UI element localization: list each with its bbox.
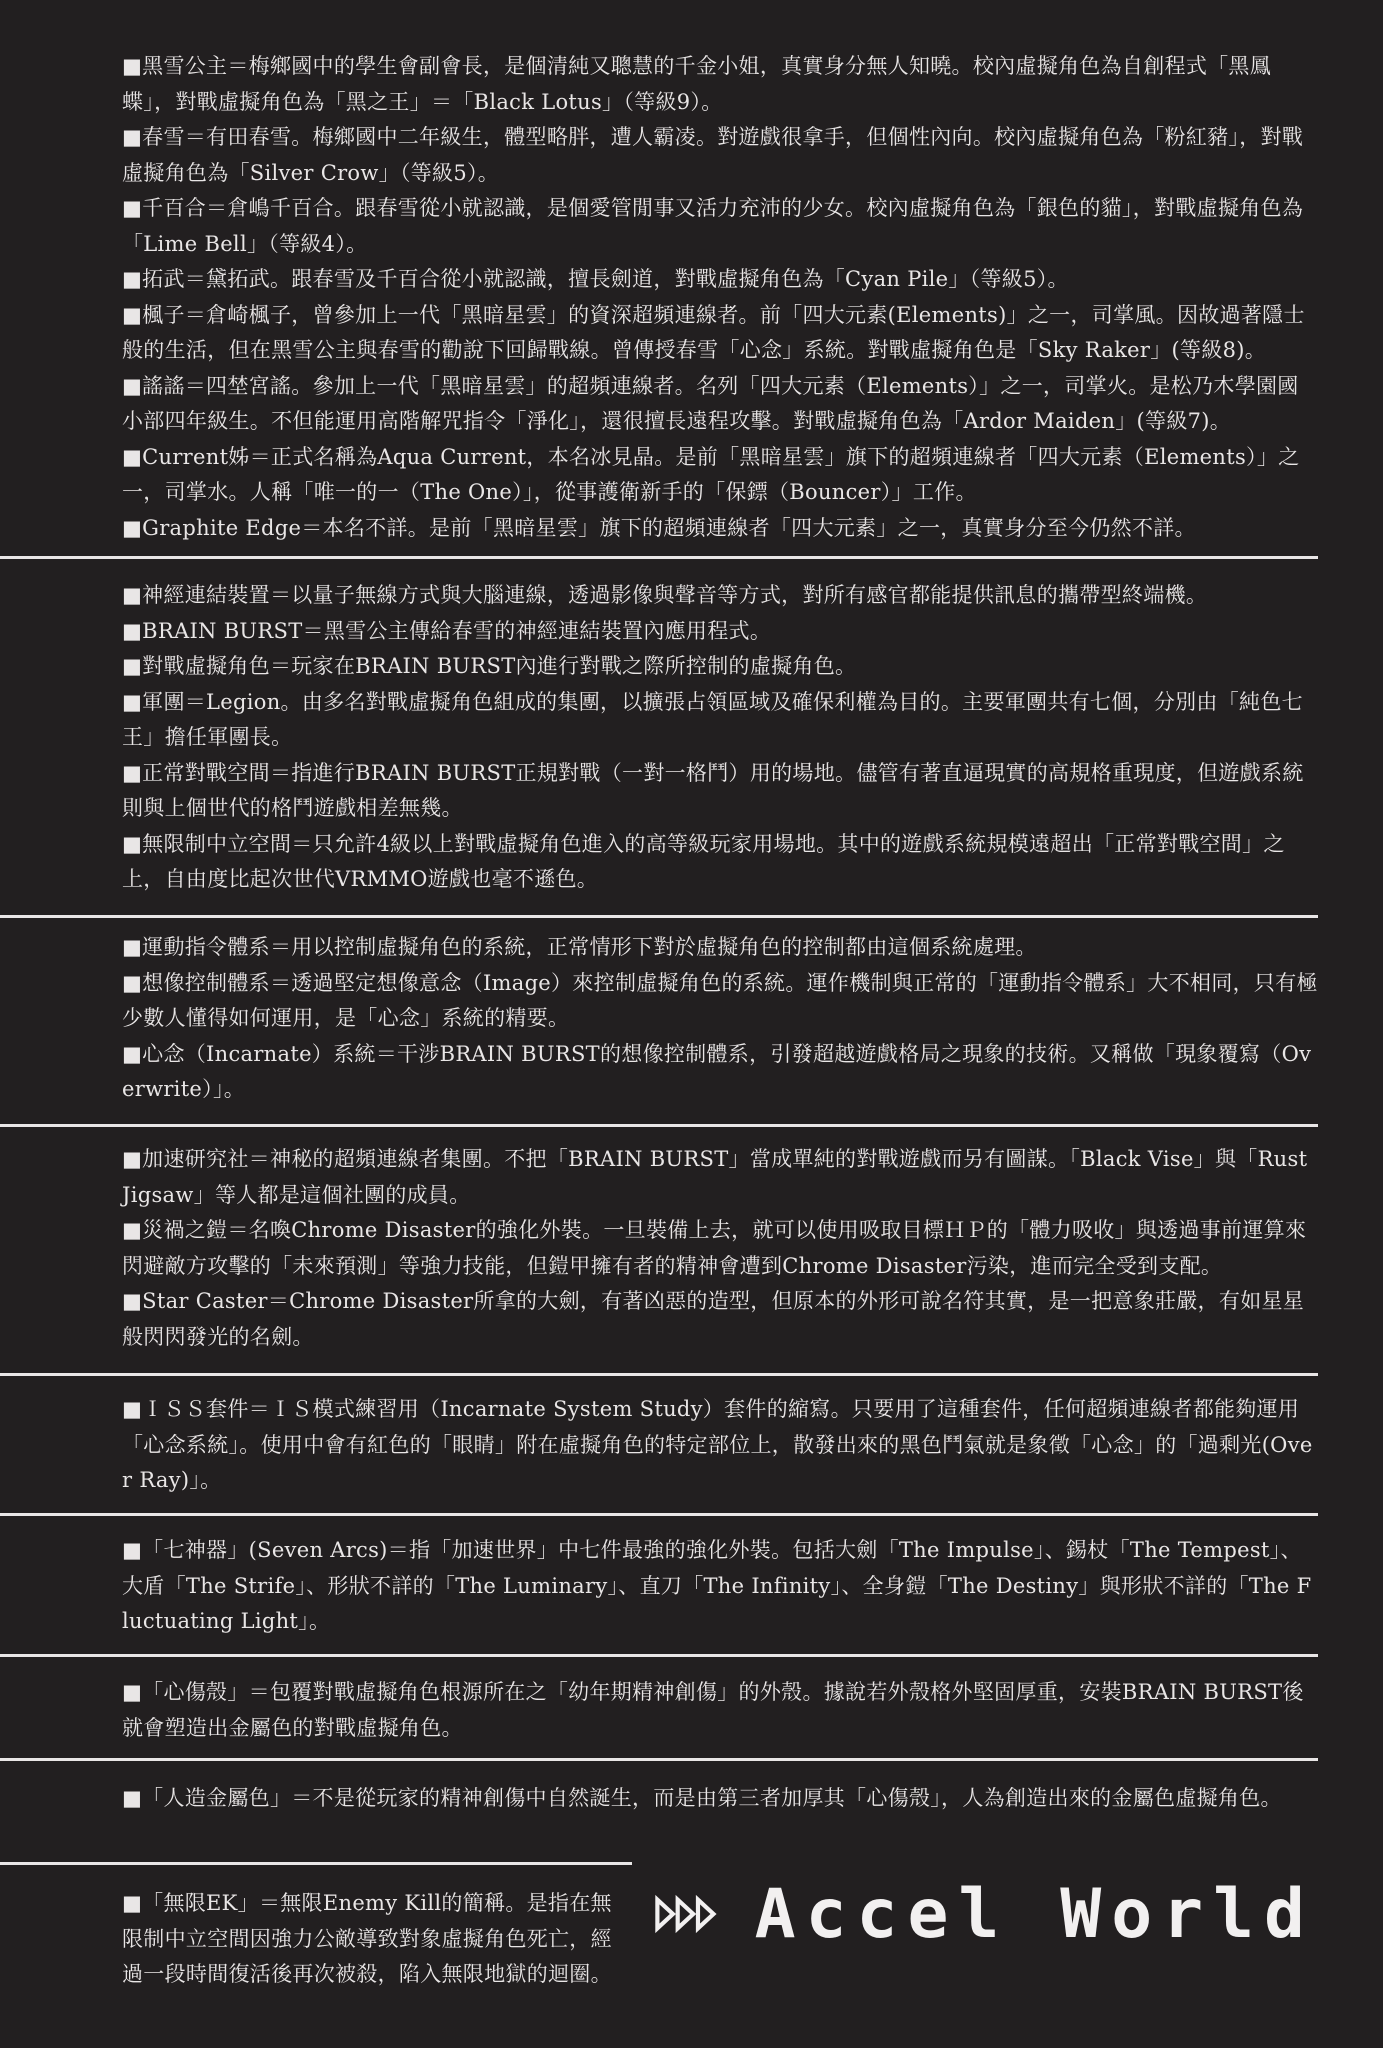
glossary-entry: ■春雪＝有田春雪。梅鄉國中二年級生，體型略胖，遭人霸凌。對遊戲很拿手，但個性內向。校內虛擬角色為「粉紅豬」，對戰虛擬角色為「Silver Crow」（等級5）。 (122, 125, 1304, 185)
glossary-entry: ■加速研究社＝神秘的超頻連線者集團。不把「BRAIN BURST」當成單純的對戰遊戲而另有圖謀。「Black Vise」與「Rust Jigsaw」等人都是這個社團的成員。 (122, 1147, 1308, 1207)
section-divider (0, 1758, 1318, 1761)
glossary-entry: ■BRAIN BURST＝黑雪公主傳給春雪的神經連結裝置內應用程式。 (122, 618, 772, 643)
glossary-entry: ■心念（Incarnate）系統＝干涉BRAIN BURST的想像控制體系，引發超越遊戲格局之現象的技術。又稱做「現象覆寫（Overwrite）」。 (122, 1041, 1312, 1101)
glossary-entry: ■「七神器」(Seven Arcs)＝指「加速世界」中七件最強的強化外裝。包括大劍「The Impulse」、錫杖「The Tempest」、大盾「The Strife」、形狀不詳的「The Luminary」、直刀「The Infinity」、全身鎧「The Destiny」與形狀不詳的「The Fluctuating Light」。 (122, 1538, 1312, 1633)
glossary-entry: ■Star Caster＝Chrome Disaster所拿的大劍，有著凶惡的造型，但原本的外形可說名符其實，是一把意象莊嚴，有如星星般閃閃發光的名劍。 (122, 1289, 1305, 1349)
glossary-entry: ■運動指令體系＝用以控制虛擬角色的系統，正常情形下對於虛擬角色的控制都由這個系統處理。 (122, 935, 1037, 959)
accel-world-logo (655, 1868, 1315, 1960)
section-divider (0, 1862, 632, 1865)
glossary-section-organizations (122, 1142, 1318, 1355)
section-divider (0, 1654, 1318, 1657)
glossary-section-artificial-metal (122, 1781, 1318, 1817)
glossary-entry: ■對戰虛擬角色＝玩家在BRAIN BURST內進行對戰之際所控制的虛擬角色。 (122, 654, 857, 678)
glossary-section-system (122, 578, 1318, 898)
glossary-entry: ■拓武＝黛拓武。跟春雪及千百合從小就認識，擅長劍道，對戰虛擬角色為「Cyan Pile」（等級5）。 (122, 267, 1069, 291)
glossary-entry: ■神經連結裝置＝以量子無線方式與大腦連線，透過影像與聲音等方式，對所有感官都能提供訊息的攜帶型終端機。 (122, 583, 1208, 607)
glossary-entry: ■正常對戰空間＝指進行BRAIN BURST正規對戰（一對一格鬥）用的場地。儘管有著直逼現實的高規格重現度，但遊戲系統則與上個世代的格鬥遊戲相差無幾。 (122, 760, 1304, 820)
section-divider (0, 1124, 1318, 1127)
glossary-entry: ■楓子＝倉崎楓子，曾參加上一代「黑暗星雲」的資深超頻連線者。前「四大元素(Elements)」之一，司掌風。因故過著隱士般的生活，但在黑雪公主與春雪的勸說下回歸戰線。曾傳授春雪「心念」系統。對戰虛擬角色是「Sky Raker」(等級8)。 (122, 302, 1305, 362)
glossary-entry: ■「人造金屬色」＝不是從玩家的精神創傷中自然誕生，而是由第三者加厚其「心傷殼」，人為創造出來的金屬色虛擬角色。 (122, 1786, 1282, 1810)
glossary-entry: ■千百合＝倉嶋千百合。跟春雪從小就認識，是個愛管閒事又活力充沛的少女。校內虛擬角色為「銀色的貓」，對戰虛擬角色為「Lime Bell」（等級4）。 (122, 196, 1304, 256)
glossary-section-control (122, 930, 1318, 1108)
glossary-entry: ■Current姊＝正式名稱為Aqua Current，本名冰見晶。是前「黑暗星雲」旗下的超頻連線者「四大元素（Elements）」之一，司掌水。人稱「唯一的一（The One）」，從事護衛新手的「保鏢（Bouncer）」工作。 (122, 444, 1300, 504)
logo-text: Accel World (754, 1874, 1315, 1954)
section-divider (0, 1513, 1318, 1516)
section-divider (0, 556, 1318, 559)
glossary-section-seven-arcs (122, 1533, 1318, 1640)
glossary-entry: ■ＩＳＳ套件＝ＩＳ模式練習用（Incarnate System Study）套件的縮寫。只要用了這種套件，任何超頻連線者都能夠運用「心念系統」。使用中會有紅色的「眼睛」附在虛擬角色的特定部位上，散發出來的黑色鬥氣就是象徵「心念」的「過剩光(Over Ray)」。 (122, 1397, 1313, 1492)
glossary-section-infinite-ek (122, 1886, 632, 1993)
section-divider (0, 915, 1318, 918)
glossary-section-characters (122, 49, 1318, 546)
glossary-section-trauma-shell (122, 1675, 1318, 1746)
glossary-entry: ■「無限EK」＝無限Enemy Kill的簡稱。是指在無限制中立空間因強力公敵導致對象虛擬角色死亡，經過一段時間復活後再次被殺，陷入無限地獄的迴圈。 (122, 1891, 612, 1986)
glossary-entry: ■災禍之鎧＝名喚Chrome Disaster的強化外裝。一旦裝備上去，就可以使用吸取目標ＨＰ的「體力吸收」與透過事前運算來閃避敵方攻擊的「未來預測」等強力技能，但鎧甲擁有者的精神會遭到Chrome Disaster污染，進而完全受到支配。 (122, 1218, 1307, 1278)
section-divider (0, 1373, 1318, 1376)
glossary-entry: ■想像控制體系＝透過堅定想像意念（Image）來控制虛擬角色的系統。運作機制與正常的「運動指令體系」大不相同，只有極少數人懂得如何運用，是「心念」系統的精要。 (122, 970, 1318, 1030)
glossary-entry: ■黑雪公主＝梅鄉國中的學生會副會長，是個清純又聰慧的千金小姐，真實身分無人知曉。校內虛擬角色為自創程式「黑鳳蝶」，對戰虛擬角色為「黑之王」＝「Black Lotus」（等級9）。 (122, 54, 1272, 114)
glossary-entry: ■Graphite Edge＝本名不詳。是前「黑暗星雲」旗下的超頻連線者「四大元素」之一，真實身分至今仍然不詳。 (122, 515, 1196, 540)
glossary-entry: ■「心傷殼」＝包覆對戰虛擬角色根源所在之「幼年期精神創傷」的外殼。據說若外殼格外堅固厚重，安裝BRAIN BURST後就會塑造出金屬色的對戰虛擬角色。 (122, 1680, 1304, 1740)
triple-play-arrows-icon (655, 1884, 721, 1944)
glossary-entry: ■無限制中立空間＝只允許4級以上對戰虛擬角色進入的高等級玩家用場地。其中的遊戲系統規模遠超出「正常對戰空間」之上，自由度比起次世代VRMMO遊戲也毫不遜色。 (122, 831, 1285, 891)
glossary-section-iss-kit (122, 1392, 1318, 1499)
glossary-entry: ■軍團＝Legion。由多名對戰虛擬角色組成的集團，以擴張占領區域及確保利權為目的。主要軍團共有七個，分別由「純色七王」擔任軍團長。 (122, 689, 1303, 749)
glossary-entry: ■謠謠＝四埜宮謠。參加上一代「黑暗星雲」的超頻連線者。名列「四大元素（Elements）」之一，司掌火。是松乃木學園國小部四年級生。不但能運用高階解咒指令「淨化」，還很擅長遠程攻擊。對戰虛擬角色為「Ardor Maiden」(等級7)。 (122, 373, 1299, 433)
